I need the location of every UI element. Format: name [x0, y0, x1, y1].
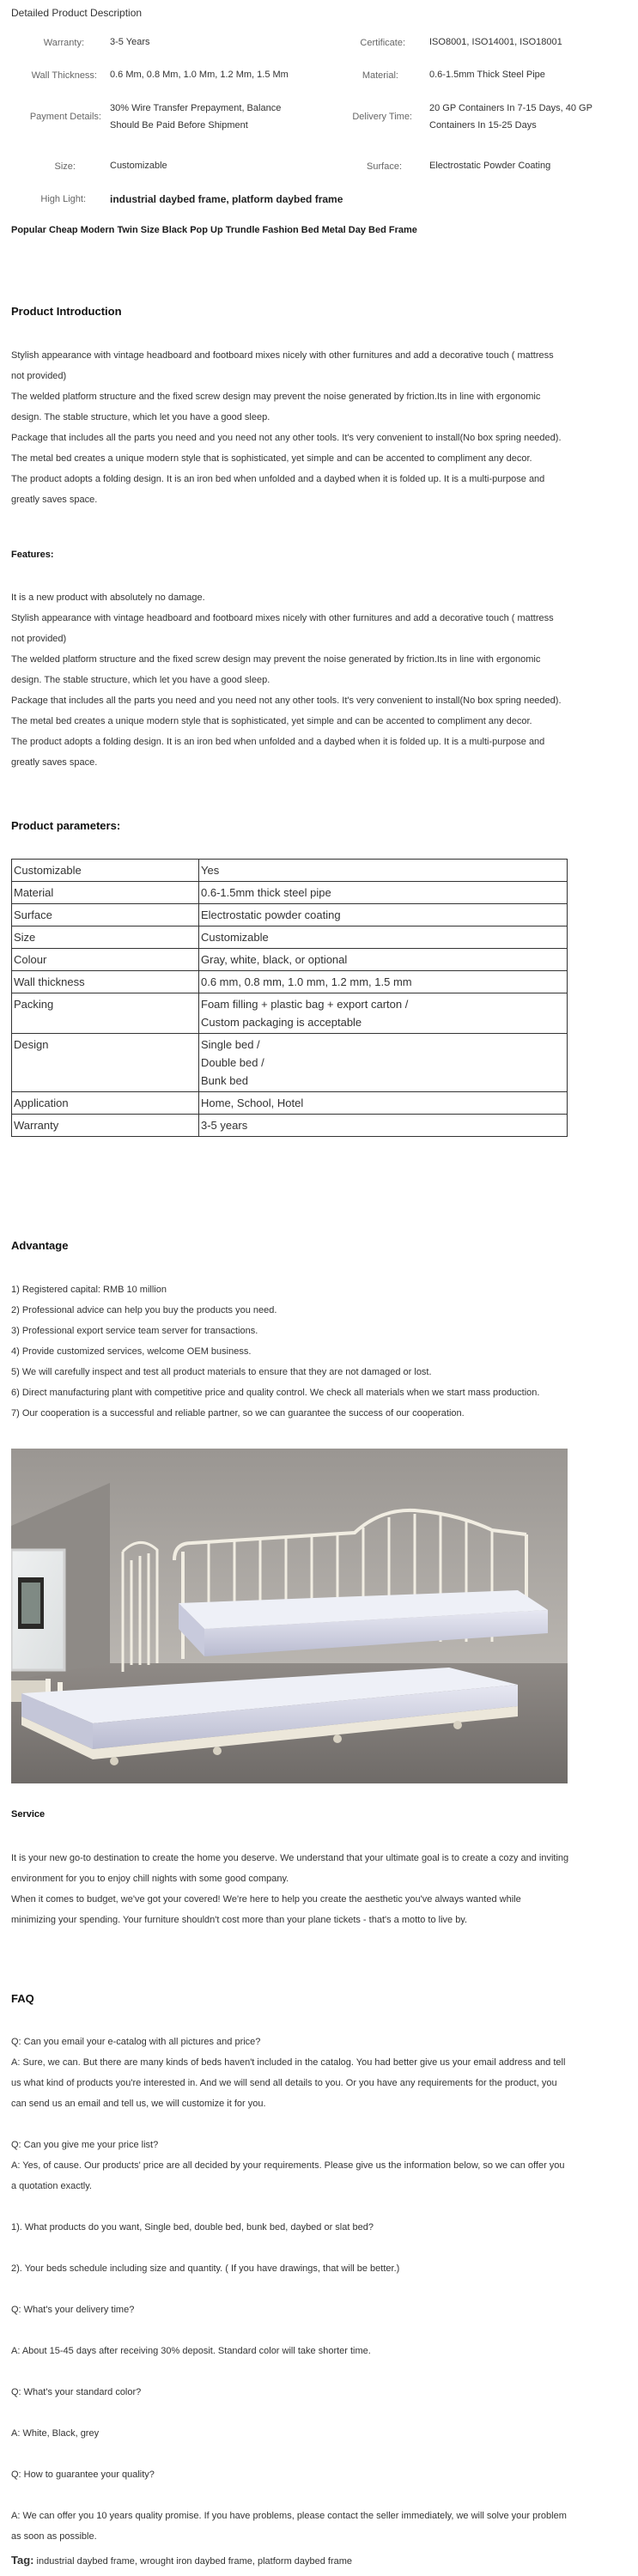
params-value-line: Bunk bed [201, 1074, 248, 1087]
service-line: It is your new go-to destination to create the home you deserve. We understand that your ultimate goal is to create a cozy and inviting [11, 1853, 569, 1863]
params-row [12, 882, 568, 904]
intro-text [11, 345, 629, 510]
features-line: Stylish appearance with vintage headboard and footboard mixes nicely with other furnitures and add a decorative touch ( mattress [11, 613, 554, 623]
params-value-line: Custom packaging is acceptable [201, 1016, 362, 1029]
params-key-cell: Packing [12, 993, 199, 1034]
intro-line: Package that includes all the parts you need and you need not any other tools. It's very convenient to install(No box spring needed). [11, 433, 562, 443]
params-value-line: Gray, white, black, or optional [201, 953, 348, 966]
faq-block [11, 2217, 629, 2238]
intro-heading: Product Introduction [11, 305, 122, 318]
params-row [12, 949, 568, 971]
features-line: It is a new product with absolutely no damage. [11, 592, 205, 603]
intro-line: not provided) [11, 371, 67, 381]
params-value-line: Electrostatic powder coating [201, 908, 341, 921]
tag-separator: , [134, 2556, 137, 2567]
faq-block [11, 2423, 629, 2444]
advantage-item: 2) Professional advice can help you buy the products you need. [11, 1305, 277, 1315]
spec-label-surface: Surface: [367, 161, 402, 172]
faq-block [11, 2382, 629, 2403]
spec-label-wall-thickness: Wall Thickness: [31, 70, 97, 81]
faq-answer: A: Sure, we can. But there are many kinds of beds haven't included in the catalog. You had better give us your email address and tell [11, 2057, 566, 2068]
params-value-line: Double bed / [201, 1056, 264, 1069]
params-key-cell: Application [12, 1092, 199, 1115]
params-row [12, 1115, 568, 1137]
faq-block [11, 2506, 629, 2547]
faq-item: 2). Your beds schedule including size and quantity. ( If you have drawings, that will be better.) [11, 2263, 400, 2274]
params-value-cell [199, 993, 568, 1034]
params-key-cell: Design [12, 1034, 199, 1092]
faq-question: Q: Can you give me your price list? [11, 2140, 159, 2150]
params-key-cell: Customizable [12, 860, 199, 882]
spec-value-material: 0.6-1.5mm Thick Steel Pipe [429, 70, 545, 80]
service-line: When it comes to budget, we've got your covered! We're here to help you create the aesthetic you've always wanted while [11, 1894, 521, 1905]
params-key-cell: Material [12, 882, 199, 904]
features-line: The welded platform structure and the fixed screw design may prevent the noise generated by friction.Its in line with ergonomic [11, 654, 541, 665]
faq-answer: as soon as possible. [11, 2531, 97, 2542]
intro-line: Stylish appearance with vintage headboard and footboard mixes nicely with other furnitures and add a decorative touch ( mattress [11, 350, 554, 361]
params-table-wrap [11, 859, 568, 1137]
intro-line: The welded platform structure and the fixed screw design may prevent the noise generated by friction.Its in line with ergonomic [11, 392, 541, 402]
params-value-cell [199, 882, 568, 904]
spec-value-delivery: 20 GP Containers In 7-15 Days, 40 GP Containers In 15-25 Days [429, 103, 592, 131]
params-value-line: 3-5 years [201, 1119, 248, 1132]
tag-link[interactable]: industrial daybed frame [36, 2556, 135, 2567]
params-row [12, 860, 568, 882]
spec-value-certificate: ISO8001, ISO14001, ISO18001 [429, 37, 562, 47]
spec-value-highlight: industrial daybed frame, platform daybed frame [110, 193, 343, 205]
tag-label: Tag: [11, 2554, 34, 2567]
params-value-line: Single bed / [201, 1038, 260, 1051]
intro-line: The metal bed creates a unique modern style that is sophisticated, yet simple and can be accented to compliment any decor. [11, 453, 532, 464]
params-value-cell [199, 904, 568, 927]
advantage-item: 6) Direct manufacturing plant with competitive price and quality control. We check all materials when we start mass production. [11, 1388, 540, 1398]
faq-answer: A: About 15-45 days after receiving 30% deposit. Standard color will take shorter time. [11, 2346, 371, 2356]
intro-line: The product adopts a folding design. It is an iron bed when unfolded and a daybed when it is folded up. It is a multi-purpose and [11, 474, 545, 484]
faq-answer: A: White, Black, grey [11, 2428, 100, 2439]
faq-block [11, 2464, 629, 2485]
spec-value-payment: 30% Wire Transfer Prepayment, Balance Should Be Paid Before Shipment [110, 103, 282, 131]
spec-label-certificate: Certificate: [360, 38, 405, 48]
params-value-line: Foam filling + plastic bag + export carton / [201, 998, 409, 1011]
advantage-heading: Advantage [11, 1239, 69, 1252]
params-row [12, 971, 568, 993]
features-text [11, 587, 629, 773]
tag-line [11, 2554, 352, 2567]
features-line: design. The stable structure, which let you have a good sleep. [11, 675, 270, 685]
faq-item: 1). What products do you want, Single bed, double bed, bunk bed, daybed or slat bed? [11, 2222, 374, 2233]
params-value-line: 0.6 mm, 0.8 mm, 1.0 mm, 1.2 mm, 1.5 mm [201, 975, 412, 988]
product-title: Popular Cheap Modern Twin Size Black Pop Up Trundle Fashion Bed Metal Day Bed Frame [11, 225, 417, 235]
spec-label-material: Material: [362, 70, 398, 81]
spec-value-size: Customizable [110, 161, 167, 171]
advantage-item: 7) Our cooperation is a successful and reliable partner, so we can guarantee the success of our cooperation. [11, 1408, 465, 1419]
params-value-cell [199, 971, 568, 993]
params-key-cell: Surface [12, 904, 199, 927]
advantage-list [11, 1279, 629, 1424]
service-line: environment for you to enjoy chill nights with some good company. [11, 1874, 289, 1884]
spec-value-warranty: 3-5 Years [110, 37, 150, 47]
spec-label-payment: Payment Details: [29, 112, 101, 122]
tag-link[interactable]: platform daybed frame [258, 2556, 353, 2567]
faq-question: Q: What's your standard color? [11, 2387, 142, 2397]
faq-block [11, 2341, 629, 2361]
faq-heading: FAQ [11, 1992, 34, 2005]
spec-label-size: Size: [54, 161, 76, 172]
spec-label-highlight: High Light: [40, 194, 86, 204]
tag-separator: , [252, 2556, 255, 2567]
faq-answer: us what kind of products you're interested in. And we will send all details to you. Or you have any requirements for the product, you [11, 2078, 557, 2088]
params-key-cell: Colour [12, 949, 199, 971]
advantage-item: 1) Registered capital: RMB 10 million [11, 1285, 167, 1295]
params-key-cell: Wall thickness [12, 971, 199, 993]
params-value-cell [199, 1115, 568, 1137]
faq-question: Q: What's your delivery time? [11, 2305, 135, 2315]
faq-list [11, 2032, 629, 2547]
params-value-line: Customizable [201, 931, 269, 944]
faq-block [11, 2258, 629, 2279]
advantage-item: 5) We will carefully inspect and test all product materials to ensure that they are not damaged or lost. [11, 1367, 432, 1377]
features-line: Package that includes all the parts you need and you need not any other tools. It's very convenient to install(No box spring needed). [11, 696, 562, 706]
params-row [12, 927, 568, 949]
tag-link[interactable]: wrought iron daybed frame [140, 2556, 252, 2567]
faq-block [11, 2032, 629, 2114]
params-row [12, 1092, 568, 1115]
faq-answer: can send us an email and tell us, we will customize it for you. [11, 2099, 266, 2109]
faq-block [11, 2135, 629, 2196]
params-value-cell [199, 1034, 568, 1092]
params-table [11, 859, 568, 1137]
params-value-cell [199, 949, 568, 971]
faq-question: Q: How to guarantee your quality? [11, 2470, 155, 2480]
params-key-cell: Size [12, 927, 199, 949]
spec-label-delivery: Delivery Time: [352, 112, 412, 122]
params-heading: Product parameters: [11, 819, 121, 832]
spec-value-wall-thickness: 0.6 Mm, 0.8 Mm, 1.0 Mm, 1.2 Mm, 1.5 Mm [110, 70, 289, 80]
features-heading: Features: [11, 550, 54, 560]
intro-line: design. The stable structure, which let you have a good sleep. [11, 412, 270, 422]
advantage-item: 4) Provide customized services, welcome OEM business. [11, 1346, 252, 1357]
advantage-item: 3) Professional export service team server for transactions. [11, 1326, 258, 1336]
params-row [12, 904, 568, 927]
section-title: Detailed Product Description [11, 7, 143, 19]
spec-label-warranty: Warranty: [43, 38, 84, 48]
spec-value-surface: Electrostatic Powder Coating [429, 161, 551, 171]
intro-line: greatly saves space. [11, 495, 98, 505]
service-text [11, 1848, 629, 1930]
features-line: not provided) [11, 634, 67, 644]
features-line: greatly saves space. [11, 757, 98, 768]
params-value-line: 0.6-1.5mm thick steel pipe [201, 886, 331, 899]
product-photo [11, 1449, 568, 1783]
faq-question: Q: Can you email your e-catalog with all pictures and price? [11, 2037, 261, 2047]
faq-block [11, 2300, 629, 2320]
params-value-line: Home, School, Hotel [201, 1097, 304, 1109]
params-value-cell [199, 927, 568, 949]
params-row [12, 1034, 568, 1092]
faq-answer: A: Yes, of cause. Our products' price are all decided by your requirements. Please give us the information below, so we can offer you [11, 2160, 565, 2171]
params-row [12, 993, 568, 1034]
features-line: The metal bed creates a unique modern style that is sophisticated, yet simple and can be accented to compliment any decor. [11, 716, 532, 726]
service-line: minimizing your spending. Your furniture shouldn't cost more than your plane tickets - that's a motto to live by. [11, 1915, 468, 1925]
params-key-cell: Warranty [12, 1115, 199, 1137]
faq-answer: A: We can offer you 10 years quality promise. If you have problems, please contact the seller immediately, we will solve your problem [11, 2511, 567, 2521]
params-value-cell [199, 1092, 568, 1115]
params-value-line: Yes [201, 864, 220, 877]
features-line: The product adopts a folding design. It is an iron bed when unfolded and a daybed when it is folded up. It is a multi-purpose and [11, 737, 545, 747]
params-value-cell [199, 860, 568, 882]
daybed-illustration [11, 1449, 568, 1783]
service-heading: Service [11, 1809, 46, 1820]
faq-answer: a quotation exactly. [11, 2181, 92, 2191]
